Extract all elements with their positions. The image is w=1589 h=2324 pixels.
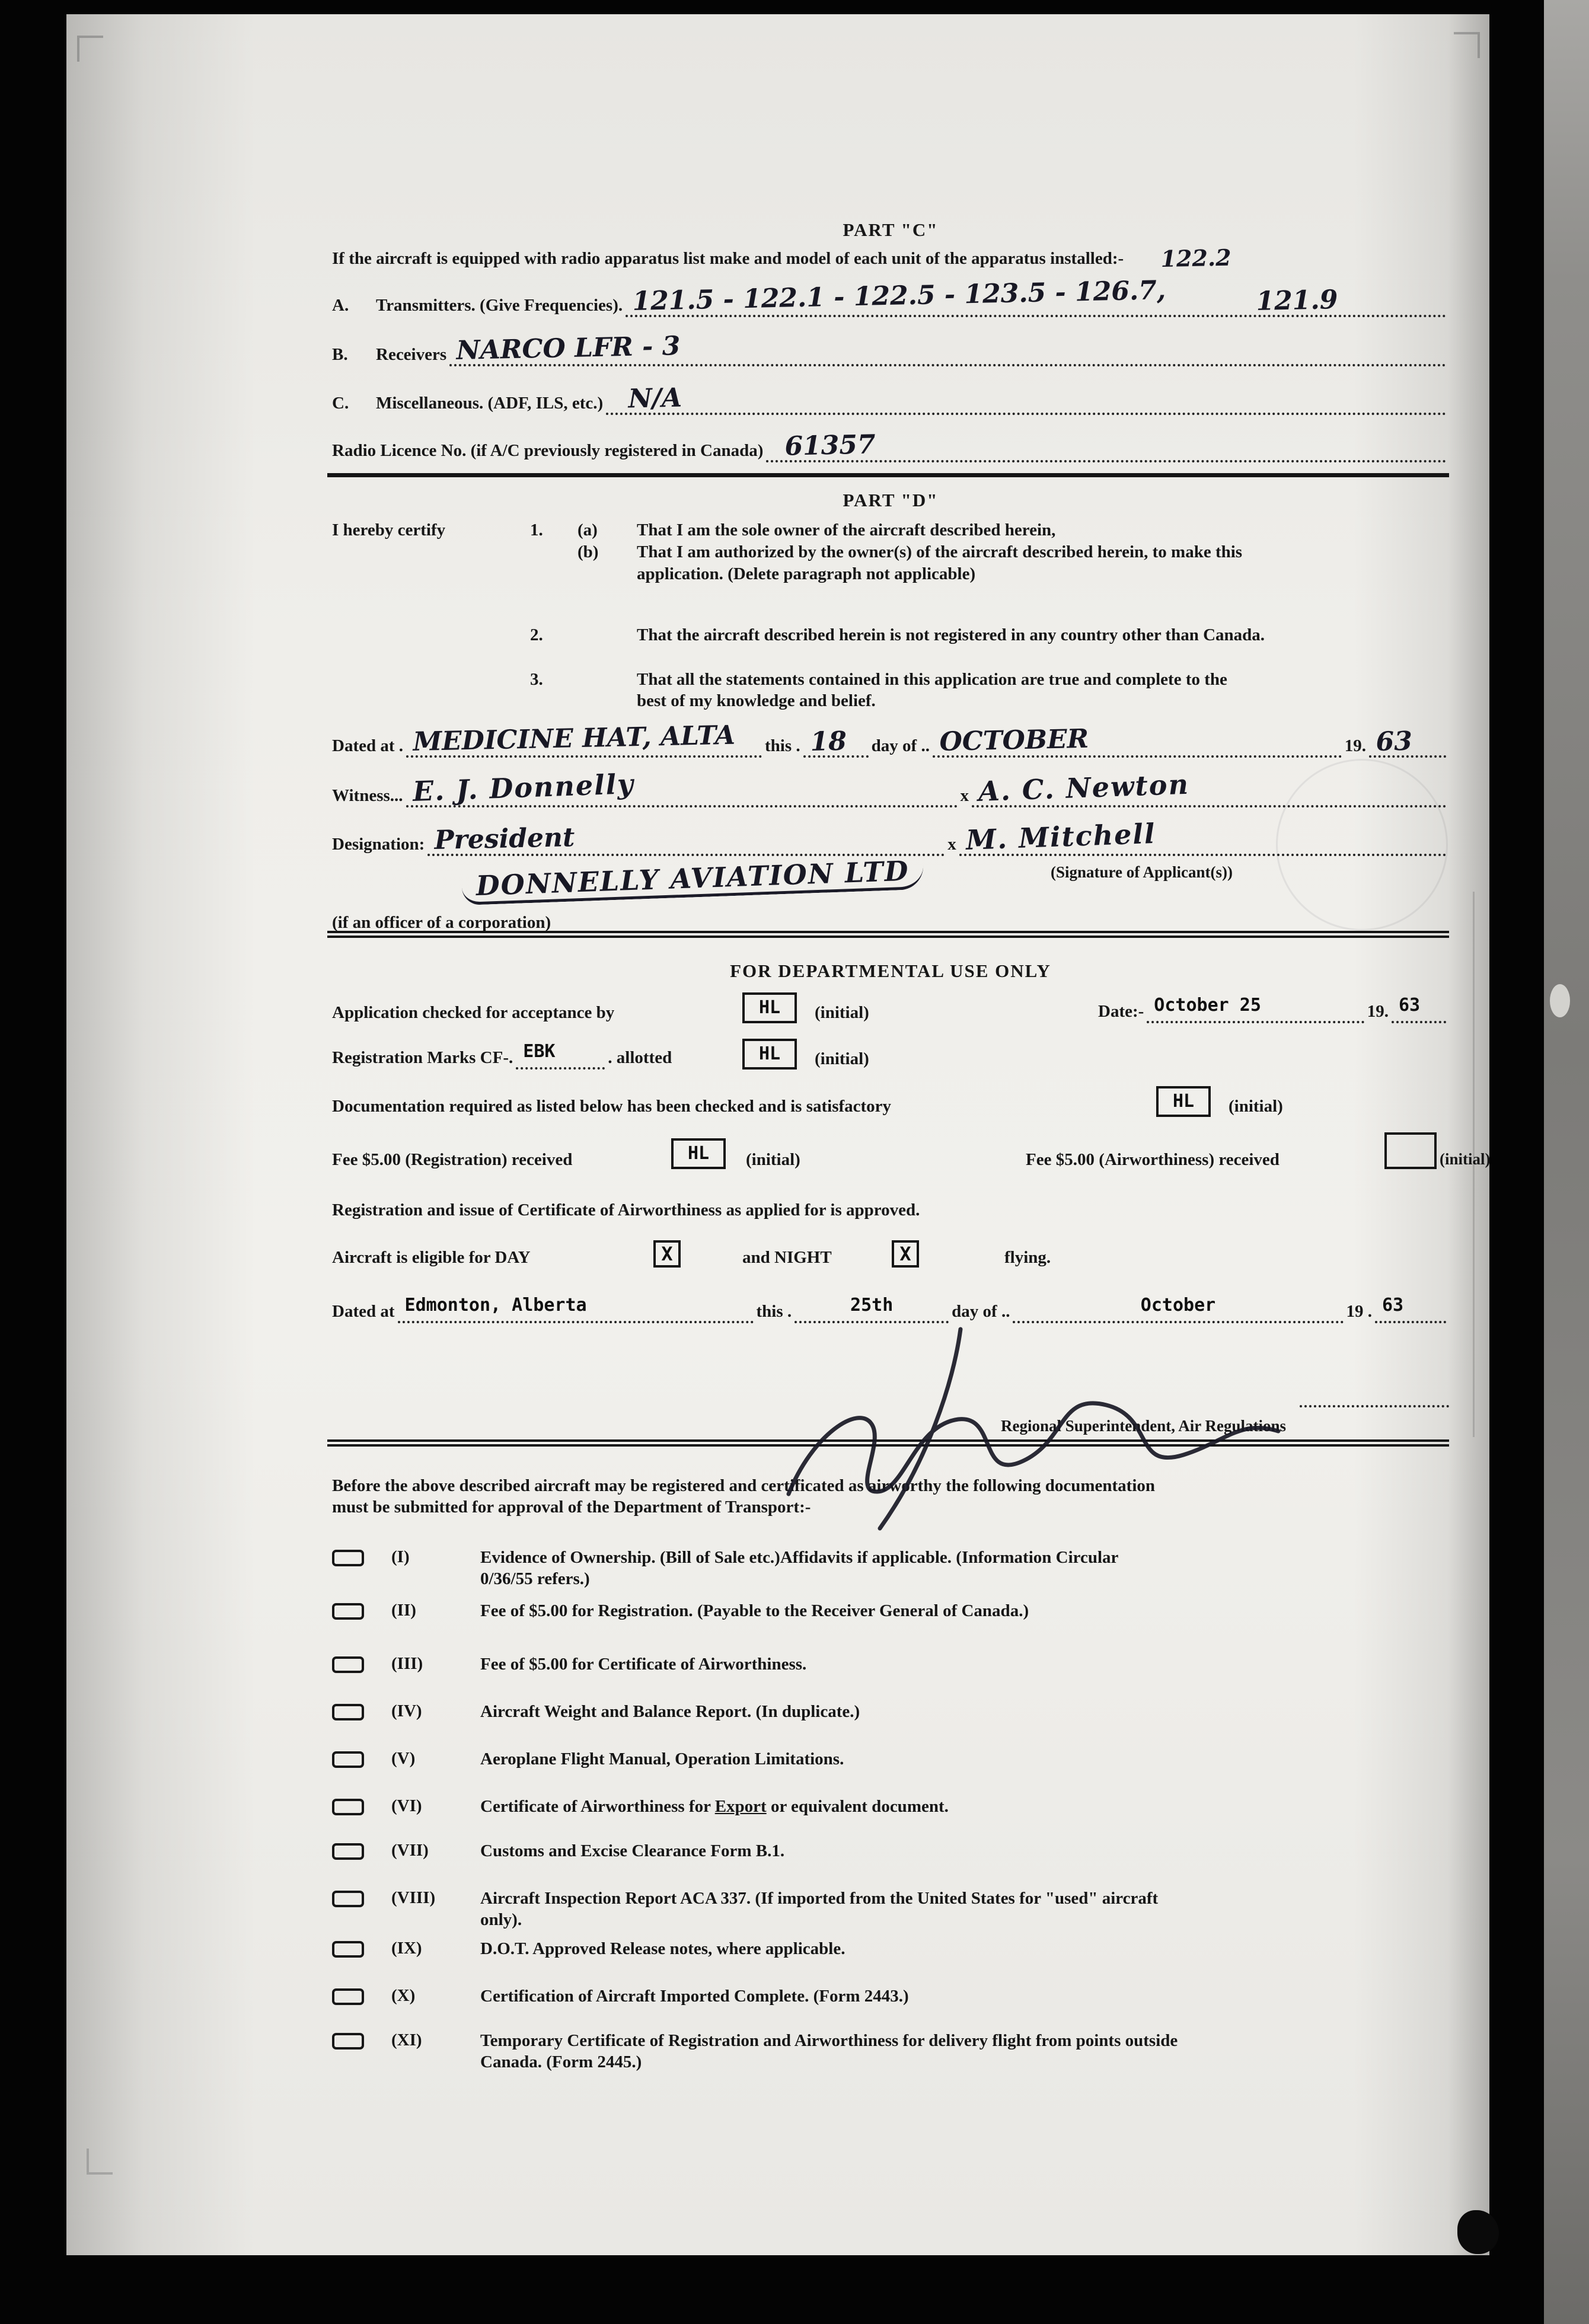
transmitters-prefix: A. xyxy=(332,296,349,315)
flying-label: flying. xyxy=(1004,1248,1051,1267)
form-page xyxy=(66,14,1489,2255)
fee-registration-initial-box: HL xyxy=(671,1138,726,1169)
dept-this-label: this . xyxy=(756,1302,792,1321)
checkbox-icon xyxy=(332,1891,364,1907)
approval-text: Registration and issue of Certificate of Airworthiness as applied for is approved. xyxy=(332,1201,920,1220)
certify-label: I hereby certify xyxy=(332,521,446,540)
checkbox-icon xyxy=(332,1843,364,1860)
miscellaneous-label: Miscellaneous. (ADF, ILS, etc.) xyxy=(376,394,604,413)
item-text xyxy=(480,1654,806,1675)
checklist-intro-2: must be submitted for approval of the Department of Transport:- xyxy=(332,1498,811,1517)
dept-day-of-label: day of .. xyxy=(952,1302,1010,1321)
part-c-intro: If the aircraft is equipped with radio apparatus list make and model of each unit of the apparatus installed:- xyxy=(332,249,1124,268)
film-edge xyxy=(1544,0,1589,2324)
item-text-post: or equivalent document. xyxy=(766,1797,949,1816)
dept-dated-line xyxy=(332,1289,1449,1323)
transmitters-line xyxy=(626,275,1446,317)
item-text-line2: Canada. (Form 2445.) xyxy=(480,2052,642,2071)
initial-suffix: (initial) xyxy=(815,1049,869,1068)
allotted-label: . allotted xyxy=(608,1048,672,1067)
x-mark: x xyxy=(960,786,969,805)
witness-signature-line xyxy=(406,767,958,807)
transmitters-entry-above: 122.2 xyxy=(1160,244,1232,272)
part-d-title: PART "D" xyxy=(843,490,939,510)
checklist-item xyxy=(332,1601,1464,1622)
checklist-item xyxy=(332,1939,1464,1960)
registration-marks-line xyxy=(516,1041,605,1070)
part-c-title: PART "C" xyxy=(843,219,939,240)
this-label: this . xyxy=(765,736,800,755)
item-numeral: (IX) xyxy=(391,1939,422,1958)
witness-signature: E. J. Donnelly xyxy=(411,767,635,807)
witness-label: Witness... xyxy=(332,786,403,805)
corner-mark xyxy=(87,2149,113,2175)
certify-3-text: That all the statements contained in this application are true and complete to the xyxy=(637,670,1227,689)
dated-day-entry: 18 xyxy=(809,726,847,757)
date-label: Date:- xyxy=(1098,1002,1144,1021)
applicant-signature-2: M. Mitchell xyxy=(965,817,1157,856)
designation-entry: President xyxy=(434,822,576,855)
certify-1-num: 1. xyxy=(530,521,543,540)
certify-1b-text: That I am authorized by the owner(s) of the aircraft described herein, to make this xyxy=(637,542,1243,561)
superintendent-caption: Regional Superintendent, Air Regulations xyxy=(1001,1417,1287,1435)
item-text xyxy=(480,1749,844,1770)
night-checkbox: X xyxy=(892,1240,919,1268)
item-numeral: (IV) xyxy=(391,1702,422,1720)
item-text-line1: Customs and Excise Clearance Form B.1. xyxy=(480,1841,785,1860)
checklist-item xyxy=(332,1749,1464,1770)
dated-at-line xyxy=(332,721,1449,758)
eligibility-mid-label: and NIGHT xyxy=(742,1248,832,1267)
witness-line xyxy=(332,767,1449,807)
item-text xyxy=(480,1986,909,2007)
day-checkbox: X xyxy=(653,1240,681,1268)
checklist-item xyxy=(332,1654,1464,1675)
eligibility-label: Aircraft is eligible for DAY xyxy=(332,1248,531,1267)
miscellaneous-entry: N/A xyxy=(628,382,682,414)
item-text-line1: Temporary Certificate of Registration and Airworthiness for delivery flight from points outside xyxy=(480,2031,1178,2050)
checkbox-icon xyxy=(332,1656,364,1673)
documentation-check-label: Documentation required as listed below has been checked and is satisfactory xyxy=(332,1097,892,1116)
miscellaneous-prefix: C. xyxy=(332,394,349,413)
dated-place-entry: MEDICINE HAT, ALTA xyxy=(413,720,736,757)
checklist-item xyxy=(332,1841,1464,1862)
dated-day-line xyxy=(803,726,869,758)
day-of-label: day of .. xyxy=(871,736,930,755)
date-value-line xyxy=(1147,995,1364,1023)
receivers-label: Receivers xyxy=(376,345,447,364)
item-text-line1: Evidence of Ownership. (Bill of Sale etc.)Affidavits if applicable. (Information Circular xyxy=(480,1548,1119,1567)
certify-1a-text: That I am the sole owner of the aircraft described herein, xyxy=(637,521,1056,540)
item-text xyxy=(480,1702,860,1723)
dated-year-line xyxy=(1369,726,1446,758)
checklist-item xyxy=(332,1702,1464,1723)
miscellaneous-line xyxy=(606,382,1446,415)
fee-registration-label: Fee $5.00 (Registration) received xyxy=(332,1150,573,1169)
checkbox-icon xyxy=(332,1603,364,1620)
item-numeral: (VI) xyxy=(391,1796,422,1815)
certify-3-num: 3. xyxy=(530,670,543,689)
dated-month-entry: OCTOBER xyxy=(939,723,1089,757)
dept-dated-label: Dated at xyxy=(332,1302,395,1321)
departmental-title: FOR DEPARTMENTAL USE ONLY xyxy=(730,960,1051,981)
applicant-signature-line-2 xyxy=(959,817,1446,856)
item-text xyxy=(480,1841,784,1862)
radio-licence-row xyxy=(332,428,1449,462)
item-numeral: (VII) xyxy=(391,1841,429,1860)
initial-suffix: (initial) xyxy=(1440,1150,1491,1168)
item-text-line1: Aircraft Inspection Report ACA 337. (If imported from the United States for "used" aircraft xyxy=(480,1889,1159,1908)
date-entry: October 25 xyxy=(1154,995,1261,1016)
fee-airworthiness-initial-box xyxy=(1384,1132,1437,1169)
item-numeral: (I) xyxy=(391,1547,410,1566)
dept-year-line xyxy=(1375,1295,1446,1323)
item-text xyxy=(480,1888,1158,1931)
checklist-item xyxy=(332,1547,1464,1590)
radio-licence-line xyxy=(766,429,1446,462)
officer-note: (if an officer of a corporation) xyxy=(332,913,551,932)
item-numeral: (II) xyxy=(391,1601,416,1620)
marks-initial-box: HL xyxy=(742,1039,797,1070)
receivers-row xyxy=(332,332,1449,366)
date-year-line xyxy=(1392,995,1446,1023)
section-rule xyxy=(327,473,1449,477)
date-year-prefix: 19. xyxy=(1367,1002,1389,1021)
checklist-item xyxy=(332,1986,1464,2007)
item-text-line1: D.O.T. Approved Release notes, where applicable. xyxy=(480,1939,845,1958)
item-text-line1: Fee of $5.00 for Certificate of Airworthiness. xyxy=(480,1655,807,1674)
applicant-signature-line-1 xyxy=(972,768,1446,807)
checkbox-icon xyxy=(332,1799,364,1815)
transmitters-entry: 121.5 - 122.1 - 122.5 - 123.5 - 126.7, xyxy=(632,275,1166,317)
date-line xyxy=(1098,989,1449,1023)
item-text xyxy=(480,1796,949,1818)
applicant-signature-caption: (Signature of Applicant(s)) xyxy=(1051,863,1233,881)
designation-line xyxy=(332,818,1449,856)
miscellaneous-row xyxy=(332,381,1449,415)
dept-place-line xyxy=(398,1295,754,1323)
dept-year-entry: 63 xyxy=(1382,1295,1404,1316)
transmitters-entry-2: 121.9 xyxy=(1256,285,1339,317)
item-text-line1 xyxy=(480,1796,949,1818)
item-numeral: (X) xyxy=(391,1986,416,2005)
initial-suffix: (initial) xyxy=(746,1150,800,1169)
item-text-line1: Aircraft Weight and Balance Report. (In duplicate.) xyxy=(480,1702,860,1721)
dept-day-entry: 25th xyxy=(850,1295,894,1316)
initial-suffix: (initial) xyxy=(1229,1097,1283,1116)
documentation-initial-box: HL xyxy=(1156,1086,1211,1117)
transmitters-label: Transmitters. (Give Frequencies). xyxy=(376,296,623,315)
superintendent-signature xyxy=(719,1321,1323,1534)
certify-1b-num: (b) xyxy=(577,542,599,561)
checklist-item xyxy=(332,1888,1464,1931)
dated-at-label: Dated at . xyxy=(332,736,404,755)
receivers-line xyxy=(449,331,1446,366)
item-text xyxy=(480,1547,1118,1590)
item-text-line1: Certification of Aircraft Imported Complete. (Form 2443.) xyxy=(480,1987,909,2006)
item-text-underlined: Export xyxy=(714,1797,767,1816)
radio-licence-entry: 61357 xyxy=(784,429,876,462)
checkbox-icon xyxy=(332,1941,364,1958)
receivers-entry: NARCO LFR - 3 xyxy=(456,331,681,366)
applicant-signature-1: A. C. Newton xyxy=(978,768,1190,807)
dept-month-line xyxy=(1013,1295,1343,1323)
checkbox-icon xyxy=(332,1751,364,1768)
checkbox-icon xyxy=(332,1988,364,2005)
item-numeral: (VIII) xyxy=(391,1888,436,1907)
item-text xyxy=(480,1601,1029,1622)
acceptance-label: Application checked for acceptance by xyxy=(332,1003,615,1022)
section-rule-double xyxy=(327,931,1449,938)
transmitters-row xyxy=(332,275,1449,317)
corner-mark xyxy=(77,36,103,62)
dated-month-line xyxy=(933,723,1342,758)
checklist-intro-1: Before the above described aircraft may be registered and certificated as airworthy the following documentation xyxy=(332,1476,1156,1495)
designation-value-line xyxy=(427,822,945,856)
year-prefix: 19. xyxy=(1344,736,1366,755)
certify-2-num: 2. xyxy=(530,625,543,644)
checklist-item xyxy=(332,1796,1464,1818)
registration-marks-row xyxy=(332,1035,741,1070)
radio-licence-label: Radio Licence No. (if A/C previously registered in Canada) xyxy=(332,441,764,460)
item-text-line1: Fee of $5.00 for Registration. (Payable to the Receiver General of Canada.) xyxy=(480,1601,1029,1620)
checkbox-icon xyxy=(332,2033,364,2050)
certify-1b-text2: application. (Delete paragraph not applicable) xyxy=(637,564,976,583)
item-text-pre: Certificate of Airworthiness for xyxy=(480,1797,715,1816)
item-text xyxy=(480,2031,1178,2073)
item-text-line2: 0/36/55 refers.) xyxy=(480,1569,590,1588)
item-text xyxy=(480,1939,845,1960)
ink-blot xyxy=(1457,2210,1499,2254)
checklist-item xyxy=(332,2031,1464,2073)
dept-place-entry: Edmonton, Alberta xyxy=(404,1295,587,1316)
checkbox-icon xyxy=(332,1550,364,1566)
dept-year-prefix: 19 . xyxy=(1346,1302,1372,1321)
corner-mark xyxy=(1454,32,1480,58)
item-numeral: (III) xyxy=(391,1654,423,1673)
initial-suffix: (initial) xyxy=(815,1003,869,1022)
dept-day-line xyxy=(794,1295,949,1323)
designation-label: Designation: xyxy=(332,835,425,854)
item-text-line1: Aeroplane Flight Manual, Operation Limitations. xyxy=(480,1750,844,1768)
dated-place-line xyxy=(406,720,762,758)
item-numeral: (V) xyxy=(391,1749,416,1768)
date-year-entry: 63 xyxy=(1399,995,1421,1016)
x-mark: x xyxy=(947,835,956,854)
item-text-line2: only). xyxy=(480,1910,522,1929)
certify-2-text: That the aircraft described herein is not registered in any country other than Canada. xyxy=(637,625,1265,644)
checkbox-icon xyxy=(332,1704,364,1720)
fee-airworthiness-label: Fee $5.00 (Airworthiness) received xyxy=(1026,1150,1280,1169)
item-numeral: (XI) xyxy=(391,2031,422,2050)
acceptance-initial-box: HL xyxy=(742,992,797,1023)
registration-marks-label: Registration Marks CF-. xyxy=(332,1048,513,1067)
dept-month-entry: October xyxy=(1140,1295,1216,1316)
certify-1a-num: (a) xyxy=(577,521,598,540)
company-name-entry: DONNELLY AVIATION LTD xyxy=(461,857,924,905)
certify-3-text2: best of my knowledge and belief. xyxy=(637,691,876,710)
dated-year-entry: 63 xyxy=(1375,726,1413,757)
receivers-prefix: B. xyxy=(332,345,348,364)
registration-marks-entry: EBK xyxy=(523,1041,556,1062)
